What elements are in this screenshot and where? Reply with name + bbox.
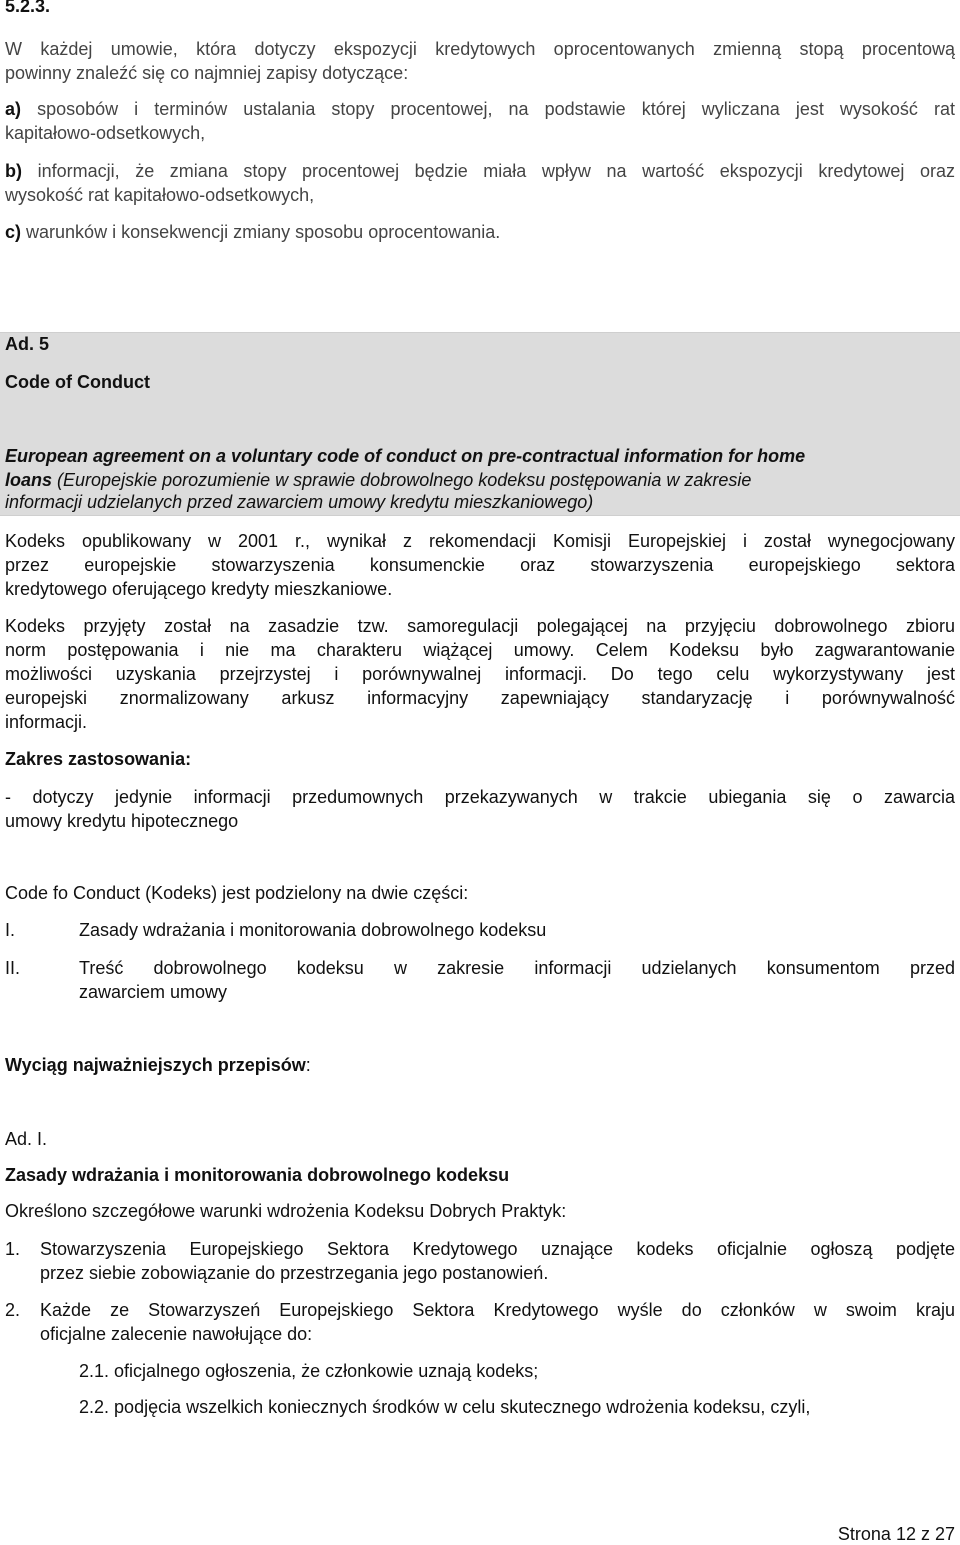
extract-item-1-number: 1. (5, 1239, 21, 1259)
part-2-number: II. (5, 958, 21, 978)
para2-line-5: informacji. (5, 712, 88, 732)
ad-5-heading: Ad. 5 (5, 334, 50, 354)
para1-line-1: Kodeks opublikowany w 2001 r., wynikał z rekomendacji Komisji Europejskiej i został wynegocjowany (5, 531, 955, 551)
para2-line-3: możliwości uzyskania przejrzystej i porównywalnej informacji. Do tego celu wykorzystywany jest (5, 664, 955, 684)
part-1-number: I. (5, 920, 16, 940)
point-b-line-2: wysokość rat kapitałowo-odsetkowych, (5, 185, 315, 205)
code-of-conduct-title: Code of Conduct (5, 372, 150, 392)
page-number: Strona 12 z 27 (837, 1524, 955, 1544)
agreement-line-1: European agreement on a voluntary code of conduct on pre-contractual information for home (5, 446, 806, 466)
extract-item-1-line-1: Stowarzyszenia Europejskiego Sektora Kredytowego uznające kodeks oficjalnie ogłoszą podjęte (40, 1239, 955, 1259)
point-c-line-1: c) warunków i konsekwencji zmiany sposobu oprocentowania. (5, 222, 501, 242)
ad-1-label: Ad. I. (5, 1129, 48, 1149)
extract-item-2-line-2: oficjalne zalecenie nawołujące do: (40, 1324, 313, 1344)
agreement-line-3: informacji udzielanych przed zawarciem umowy kredytu mieszkaniowego) (5, 492, 594, 512)
code-of-conduct-box (0, 332, 960, 516)
para1-line-3: kredytowego oferującego kredyty mieszkaniowe. (5, 579, 393, 599)
para1-line-2: przez europejskie stowarzyszenia konsumenckie oraz stowarzyszenia europejskiego sektora (5, 555, 955, 575)
part-2-text-line-1: Treść dobrowolnego kodeksu w zakresie informacji udzielanych konsumentom przed (79, 958, 955, 978)
intro-line-1: W każdej umowie, która dotyczy ekspozycji kredytowych oprocentowanych zmienną stopą procentową (5, 39, 955, 59)
agreement-line-2: loans (Europejskie porozumienie w sprawie dobrowolnego kodeksu postępowania w zakresie (5, 470, 752, 490)
extract-heading: Wyciąg najważniejszych przepisów: (5, 1055, 311, 1075)
subitem-2-2: 2.2. podjęcia wszelkich koniecznych środków w celu skutecznego wdrożenia kodeksu, czyli, (79, 1397, 811, 1417)
extract-subheading: Zasady wdrażania i monitorowania dobrowolnego kodeksu (5, 1165, 510, 1185)
para2-line-4: europejski znormalizowany arkusz informacyjny zapewniający standaryzację i porównywalność (5, 688, 955, 708)
point-b-line-1: b) informacji, że zmiana stopy procentowej będzie miała wpływ na wartość ekspozycji kredytowej oraz (5, 161, 955, 181)
scope-line-2: umowy kredytu hipotecznego (5, 811, 239, 831)
scope-heading: Zakres zastosowania: (5, 749, 192, 769)
extract-item-2-number: 2. (5, 1300, 21, 1320)
parts-intro: Code fo Conduct (Kodeks) jest podzielony na dwie części: (5, 883, 469, 903)
scope-line-1: - dotyczy jedynie informacji przedumownych przekazywanych w trakcie ubiegania się o zawarcia (5, 787, 955, 807)
part-2-text-line-2: zawarciem umowy (79, 982, 228, 1002)
para2-line-1: Kodeks przyjęty został na zasadzie tzw. samoregulacji polegającej na przyjęciu dobrowolnego zbioru (5, 616, 955, 636)
extract-intro: Określono szczegółowe warunki wdrożenia Kodeksu Dobrych Praktyk: (5, 1201, 567, 1221)
subitem-2-1: 2.1. oficjalnego ogłoszenia, że członkowie uznają kodeks; (79, 1361, 539, 1381)
point-a-line-1: a) sposobów i terminów ustalania stopy procentowej, na podstawie której wyliczana jest wysokość rat (5, 99, 955, 119)
intro-line-2: powinny znaleźć się co najmniej zapisy dotyczące: (5, 63, 409, 83)
extract-item-2-line-1: Każde ze Stowarzyszeń Europejskiego Sektora Kredytowego wyśle do członków w swoim kraju (40, 1300, 955, 1320)
point-b-label: b) (5, 161, 22, 181)
point-c-label: c) (5, 222, 22, 242)
section-number: 5.2.3. (5, 0, 51, 16)
extract-item-1-line-2: przez siebie zobowiązanie do przestrzegania jego postanowień. (40, 1263, 549, 1283)
point-a-line-2: kapitałowo-odsetkowych, (5, 123, 206, 143)
part-1-text: Zasady wdrażania i monitorowania dobrowolnego kodeksu (79, 920, 547, 940)
para2-line-2: norm postępowania i nie ma charakteru wiążącej umowy. Celem Kodeksu było zagwarantowanie (5, 640, 955, 660)
point-a-label: a) (5, 99, 22, 119)
